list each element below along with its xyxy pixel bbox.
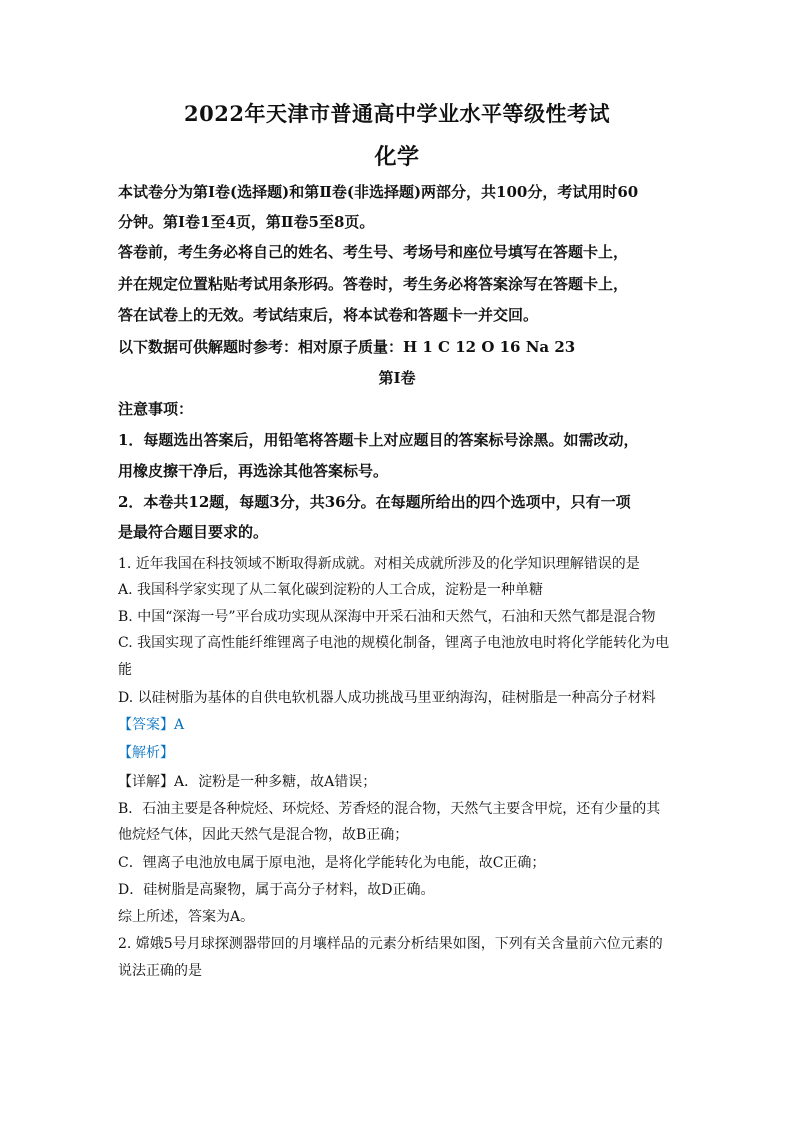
- analysis-label: 【解析】: [118, 745, 174, 761]
- question-2-stem: 2. 嫦娥5号月球探测器带回的月壤样品的元素分析结果如图，下列有关含量前六位元素的: [118, 936, 663, 952]
- intro-line: 答在试卷上的无效。考试结束后，将本试卷和答题卡一并交回。: [118, 306, 539, 324]
- detail-line: 他烷烃气体，因此天然气是混合物，故B正确；: [118, 827, 409, 843]
- intro-line: 答卷前，考生务必将自己的姓名、考生号、考场号和座位号填写在答题卡上，: [118, 243, 629, 261]
- question-1-option-d: D. 以硅树脂为基体的自供电软机器人成功挑战马里亚纳海沟，硅树脂是一种高分子材料: [118, 690, 656, 706]
- intro-line: 以下数据可供解题时参考：相对原子质量：H 1 C 12 O 16 Na 23: [118, 338, 576, 356]
- note-line: 用橡皮擦干净后，再选涂其他答案标号。: [118, 462, 389, 480]
- detail-line: 【详解】A．淀粉是一种多糖，故A错误；: [118, 774, 377, 790]
- intro-line: 并在规定位置粘贴考试用条形码。答卷时，考生务必将答案涂写在答题卡上，: [118, 275, 629, 293]
- answer-label: 【答案】A: [118, 717, 185, 733]
- summary-line: 综上所述，答案为A。: [118, 909, 255, 925]
- question-1-option-a: A. 我国科学家实现了从二氧化碳到淀粉的人工合成，淀粉是一种单糖: [118, 582, 544, 598]
- detail-line: D．硅树脂是高聚物，属于高分子材料，故D正确。: [118, 882, 435, 898]
- question-1-option-c: C. 我国实现了高性能纤维锂离子电池的规模化制备，锂离子电池放电时将化学能转化为电: [118, 635, 670, 651]
- intro-line: 本试卷分为第Ⅰ卷(选择题)和第Ⅱ卷(非选择题)两部分，共100分，考试用时60: [118, 183, 639, 201]
- detail-line: C．锂离子电池放电属于原电池，是将化学能转化为电能，故C正确；: [118, 855, 546, 871]
- exam-title: 2022年天津市普通高中学业水平等级性考试: [184, 101, 610, 126]
- question-1-stem: 1. 近年我国在科技领域不断取得新成就。对相关成就所涉及的化学知识理解错误的是: [118, 556, 640, 572]
- note-line: 2．本卷共12题，每题3分，共36分。在每题所给出的四个选项中，只有一项: [118, 493, 631, 511]
- question-1-option-b: B. 中国“深海一号”平台成功实现从深海中开采石油和天然气，石油和天然气都是混合物: [118, 609, 656, 625]
- section-title: 第Ⅰ卷: [378, 369, 416, 387]
- note-line: 1．每题选出答案后，用铅笔将答题卡上对应题目的答案标号涂黑。如需改动，: [118, 431, 639, 449]
- note-line: 是最符合题目要求的。: [118, 523, 269, 541]
- question-2-stem-continued: 说法正确的是: [118, 963, 202, 979]
- question-1-option-c-continued: 能: [118, 662, 132, 678]
- subject-title: 化学: [374, 144, 420, 170]
- detail-line: B．石油主要是各种烷烃、环烷烃、芳香烃的混合物，天然气主要含甲烷，还有少量的其: [118, 801, 661, 817]
- intro-line: 分钟。第Ⅰ卷1至4页，第Ⅱ卷5至8页。: [118, 213, 375, 231]
- notes-heading: 注意事项：: [118, 400, 194, 418]
